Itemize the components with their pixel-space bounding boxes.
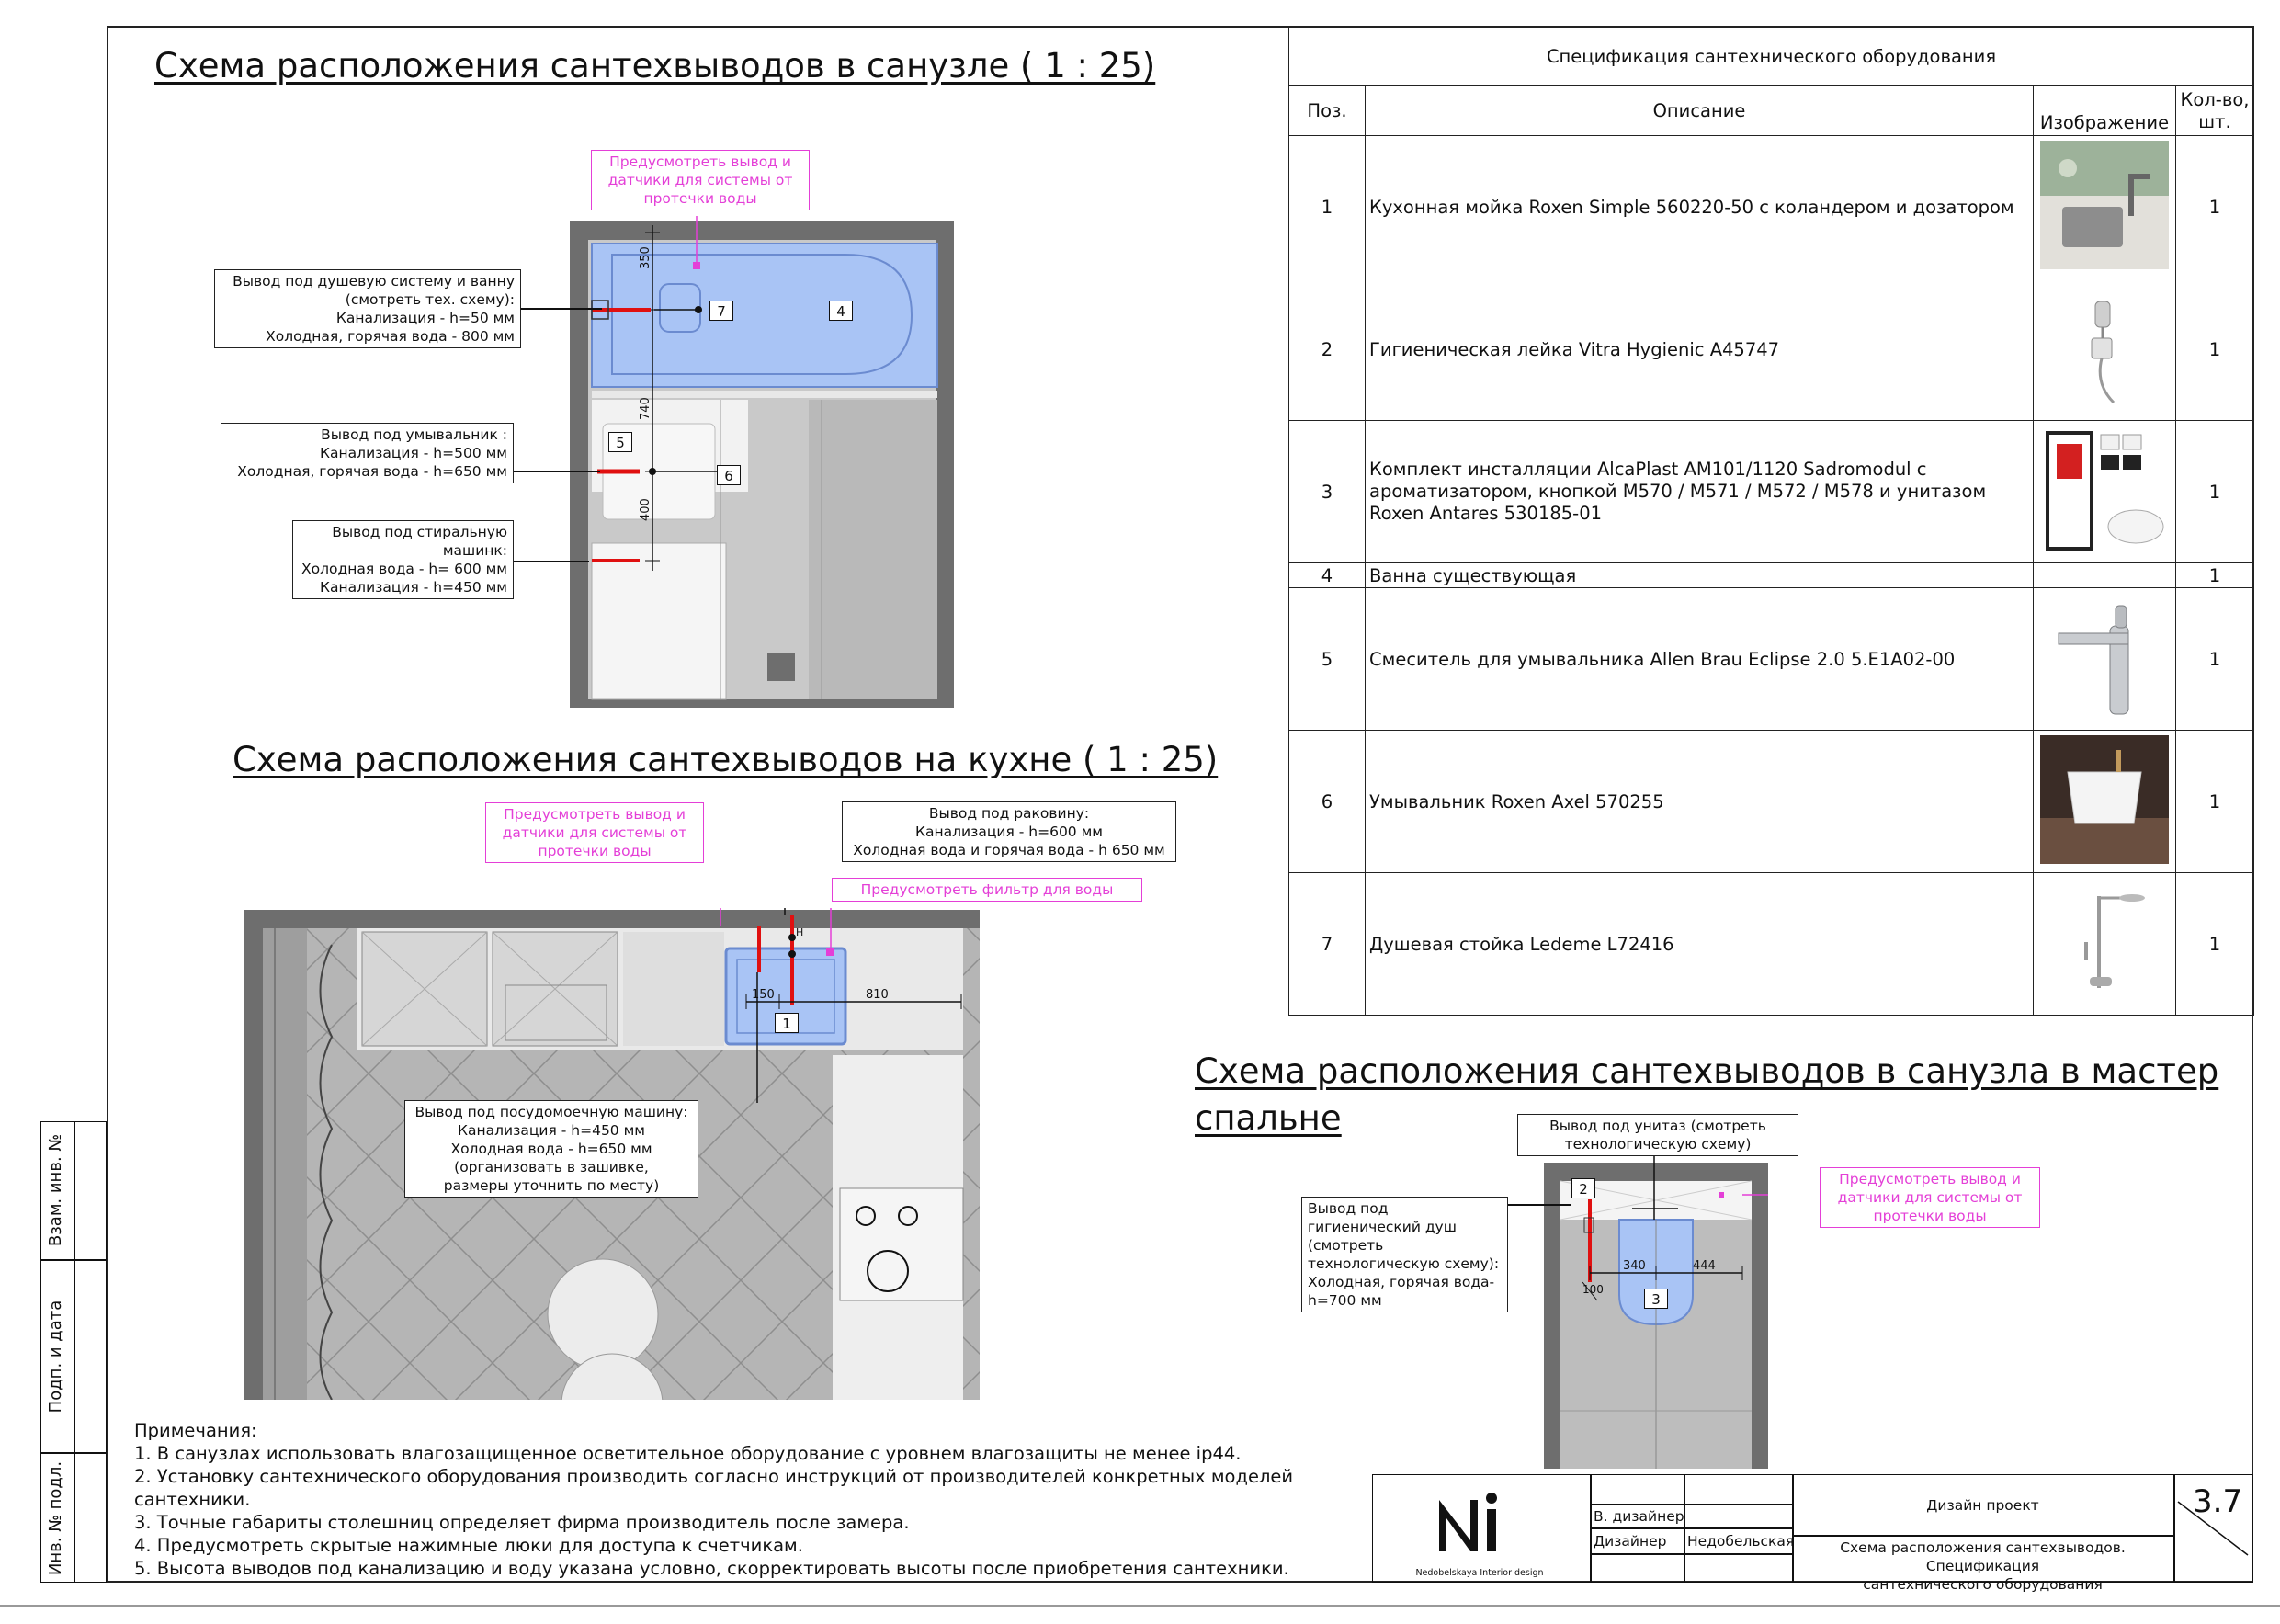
bath-leader-3 <box>514 561 589 562</box>
spec-row: 2 Гигиеническая лейка Vitra Hygienic A45747 1 <box>1289 278 2254 421</box>
kitchen-washer <box>840 1188 963 1300</box>
tb-name-2: Недобельская <box>1687 1533 1795 1550</box>
spec-row: 6 Умывальник Roxen Axel 570255 1 <box>1289 731 2254 873</box>
bath-plan <box>570 216 956 708</box>
dim-350: 350 <box>639 246 652 269</box>
bath-washer <box>592 543 726 699</box>
sheet-bottom-rule <box>0 1605 2280 1607</box>
tb-project: Дизайн проект <box>1926 1497 2039 1514</box>
bath-leader-2 <box>514 471 600 472</box>
dim-444: 444 <box>1693 1259 1716 1273</box>
note-item: 1. В санузлах использовать влагозащищенное осветительное оборудование с уровнем влагозащиты не менее ip44. <box>134 1443 1242 1464</box>
logo-text: Nedobelskaya Interior design <box>1415 1568 1544 1578</box>
spec-row: 7 Душевая стойка Ledeme L72416 1 <box>1289 873 2254 1016</box>
tag-6: 6 <box>717 465 741 485</box>
spec-header-desc: Описание <box>1366 86 2034 136</box>
master-hygienic-callout: Вывод под гигиенический душ (смотреть технологическую схему): Холодная, горячая вода- h=700 мм <box>1301 1197 1508 1312</box>
logo <box>1434 1487 1516 1559</box>
side-col-divider <box>74 1121 75 1583</box>
kitchen-title: Схема расположения сантехвыводов на кухне ( 1 : 25) <box>233 740 1219 779</box>
tb-row-4 <box>1792 1535 2173 1537</box>
tag-5: 5 <box>608 432 632 452</box>
tb-role-2: Дизайнер <box>1594 1533 1667 1550</box>
dim-150: 150 <box>752 988 775 1002</box>
tb-row-1 <box>1590 1504 1792 1505</box>
faucet-photo <box>2040 593 2169 721</box>
bath-sink-callout: Вывод под умывальник : Канализация - h=500 мм Холодная, горячая вода - h=650 мм <box>221 423 514 483</box>
note-item: 3. Точные габариты столешниц определяет фирма производитель после замера. <box>134 1512 910 1533</box>
note-item: 2. Установку сантехнического оборудования производить согласно инструкций от производителей конкретных моделей сантехники. <box>134 1466 1294 1510</box>
spec-row: 4 Ванна существующая 1 <box>1289 563 2254 588</box>
dim-100: 100 <box>1582 1283 1604 1296</box>
note-item: 4. Предусмотреть скрытые нажимные люки для доступа к счетчикам. <box>134 1535 803 1556</box>
bath-leak-note: Предусмотреть вывод и датчики для системы от протечки воды <box>591 150 810 210</box>
spec-header-qty: Кол-во, шт. <box>2176 86 2254 136</box>
side-podp: Подп. и дата <box>46 1300 65 1414</box>
dim-810: 810 <box>866 988 889 1002</box>
spec-header-pos: Поз. <box>1289 86 1366 136</box>
tb-row-3 <box>1590 1553 1792 1555</box>
kitchen-dishwasher-callout: Вывод под посудомоечную машину: Канализация - h=450 мм Холодная вода - h=650 мм (организовать в зашивке, размеры уточнить по месту) <box>404 1100 698 1198</box>
notes <box>134 1419 1301 1580</box>
tb-sheet-no: 3.7 <box>2193 1483 2243 1520</box>
spec-row: 3 Комплект инсталляции AlcaPlast AM101/1120 Sadromodul с ароматизатором, кнопкой M570 / M571 / M572 / M578 и унитазом Roxen Antares 530185-01 1 <box>1289 421 2254 563</box>
side-vzam: Взам. инв. № <box>46 1133 65 1247</box>
master-toilet-callout: Вывод под унитаз (смотреть технологическую схему) <box>1517 1114 1798 1156</box>
tag-3: 3 <box>1644 1289 1668 1309</box>
dim-h: H <box>796 926 804 938</box>
notes-heading: Примечания: <box>134 1420 257 1441</box>
hygienic-shower-photo <box>2040 283 2169 412</box>
spec-table <box>1288 26 2254 1016</box>
spec-row: 1 Кухонная мойка Roxen Simple 560220-50 с коландером и дозатором 1 <box>1289 136 2254 278</box>
dim-740: 740 <box>639 397 652 420</box>
master-leak-note: Предусмотреть вывод и датчики для системы от протечки воды <box>1820 1167 2040 1228</box>
bath-title: Схема расположения сантехвыводов в санузле ( 1 : 25) <box>154 46 1156 85</box>
spec-title: Спецификация сантехнического оборудования <box>1289 27 2254 86</box>
kitchen-filter-note: Предусмотреть фильтр для воды <box>832 878 1142 902</box>
toilet-installation-photo <box>2040 426 2169 554</box>
tag-7: 7 <box>709 301 733 321</box>
spec-header-image: Изображение <box>2034 86 2176 136</box>
spec-row: 5 Смеситель для умывальника Allen Brau Eclipse 2.0 5.E1A02-00 1 <box>1289 588 2254 731</box>
kitchen-sink-photo <box>2040 141 2169 269</box>
master-leader <box>1508 1204 1571 1206</box>
tag-2: 2 <box>1571 1178 1595 1198</box>
tag-1: 1 <box>775 1013 799 1033</box>
tb-role-1: В. дизайнер <box>1594 1508 1684 1525</box>
kitchen-sink-callout: Вывод под раковину: Канализация - h=600 мм Холодная вода и горячая вода - h 650 мм <box>842 801 1176 862</box>
bath-washer-callout: Вывод под стиральную машинк: Холодная вода - h= 600 мм Канализация - h=450 мм <box>292 520 514 599</box>
dim-400: 400 <box>639 498 652 521</box>
kitchen-leak-note: Предусмотреть вывод и датчики для системы от протечки воды <box>485 802 704 863</box>
shower-column-photo <box>2040 878 2169 1006</box>
bath-leader-1 <box>521 308 602 310</box>
tag-4: 4 <box>829 301 853 321</box>
tb-row-2 <box>1590 1527 1792 1529</box>
washbasin-photo <box>2040 735 2169 864</box>
side-inv: Инв. № подл. <box>46 1460 65 1576</box>
note-item: 5. Высота выводов под канализацию и воду указана условно, скорректировать высоты после приобретения сантехники. <box>134 1558 1289 1579</box>
master-title: Схема расположения сантехвыводов в санузла в мастер спальне <box>1195 1051 2219 1138</box>
bath-shower-callout: Вывод под душевую систему и ванну (смотреть тех. схему): Канализация - h=50 мм Холодная, горячая вода - 800 мм <box>214 269 521 348</box>
dim-340: 340 <box>1623 1259 1646 1273</box>
tb-sheet-title: Схема расположения сантехвыводов. Спецификация сантехнического оборудования <box>1840 1539 2126 1593</box>
